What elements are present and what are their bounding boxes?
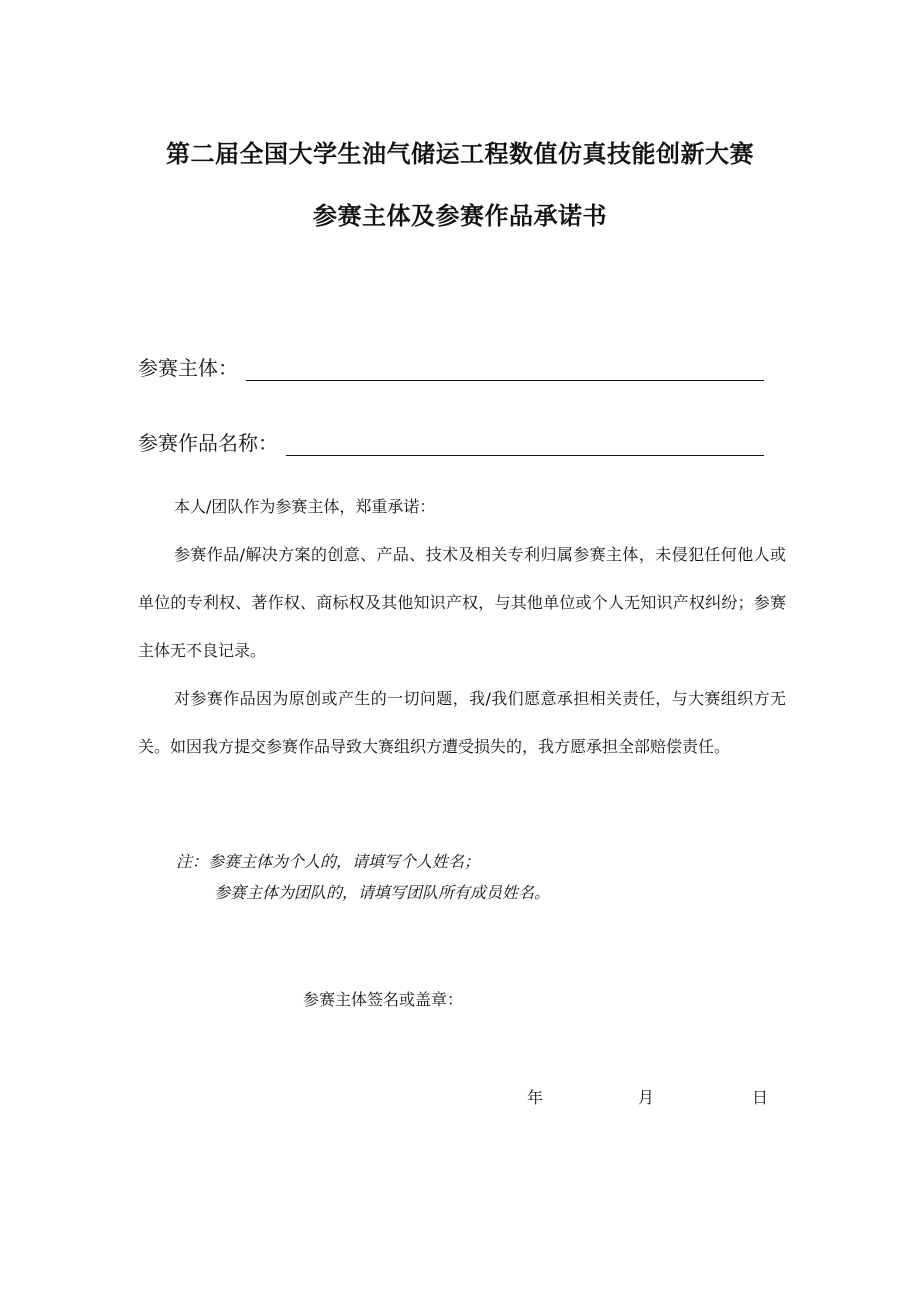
subject-field-row — [138, 352, 768, 381]
document-title: 第二届全国大学生油气储运工程数值仿真技能创新大赛 — [166, 140, 754, 168]
work-name-label: 参赛作品名称： — [138, 431, 278, 455]
pledge-intro-paragraph: 本人/团队作为参赛主体，郑重承诺： — [174, 497, 436, 516]
work-name-field-row — [138, 427, 768, 456]
subject-blank-line[interactable] — [246, 358, 764, 381]
liability-paragraph: 对参赛作品因为原创或产生的一切问题，我/我们愿意承担相关责任，与大赛组织方无关。如因我方提交参赛作品导致大赛组织方遭受损失的，我方愿承担全部赔偿责任。 — [138, 689, 786, 756]
note-team: 参赛主体为团队的，请填写团队所有成员姓名。 — [214, 883, 551, 902]
date-month-label: 月 — [638, 1088, 655, 1107]
note-individual: 注：参赛主体为个人的，请填写个人姓名； — [176, 852, 481, 871]
date-year-label: 年 — [527, 1088, 544, 1107]
subject-label: 参赛主体： — [138, 356, 238, 380]
ip-ownership-paragraph: 参赛作品/解决方案的创意、产品、技术及相关专利归属参赛主体，未侵犯任何他人或单位的专利权、著作权、商标权及其他知识产权，与其他单位或个人无知识产权纠纷；参赛主体无不良记录。 — [138, 545, 786, 660]
signature-label: 参赛主体签名或盖章： — [303, 990, 464, 1009]
date-day-label: 日 — [752, 1088, 769, 1107]
document-subtitle: 参赛主体及参赛作品承诺书 — [313, 202, 607, 230]
work-name-blank-line[interactable] — [286, 433, 764, 456]
